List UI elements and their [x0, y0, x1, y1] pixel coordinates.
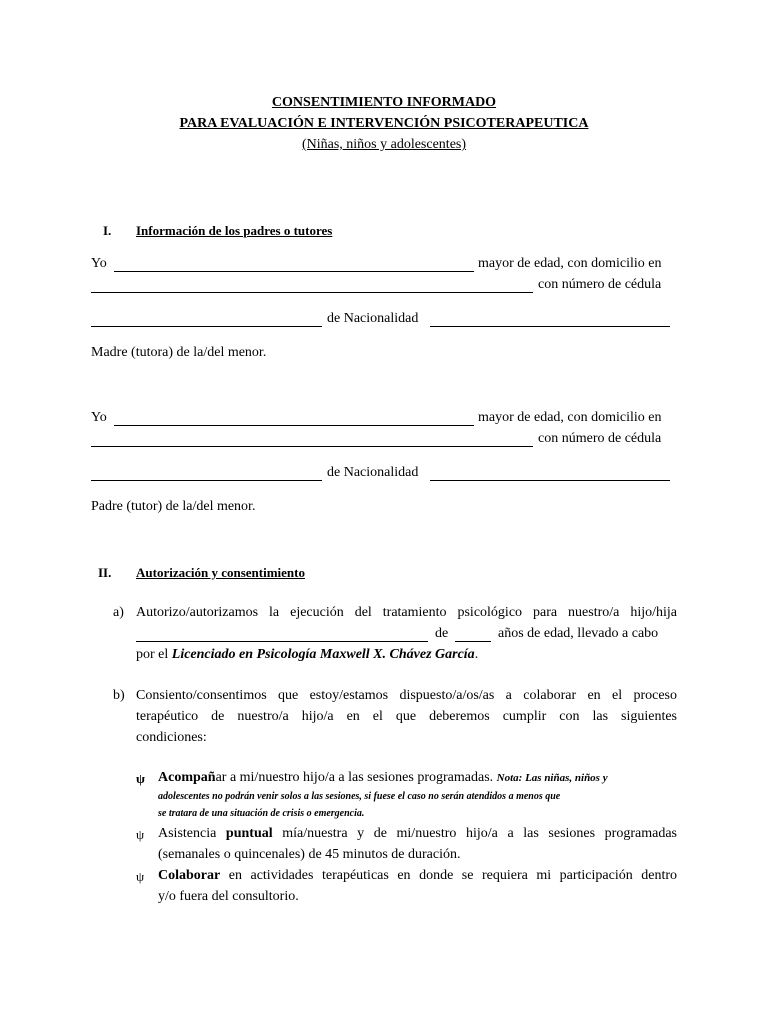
nationality-label: de Nacionalidad — [327, 311, 419, 326]
domicile-blank-line[interactable] — [91, 446, 533, 447]
condition-2-bold: puntual — [225, 826, 273, 841]
section-2-numeral: II. — [98, 565, 112, 580]
condition-1-note-line-2: adolescentes no podrán venir solos a las sesiones, si fuese el caso no serán atendidos a menos que — [158, 791, 561, 802]
condition-1-line-1 — [158, 770, 608, 786]
cedula-label: con número de cédula — [538, 431, 662, 446]
child-age-blank-line[interactable] — [455, 641, 491, 642]
title-line-3: (Niñas, niños y adolescentes) — [301, 137, 467, 152]
age-carried-out-label: años de edad, llevado a cabo — [498, 626, 659, 641]
child-name-blank-line[interactable] — [136, 641, 428, 642]
por-el-text: por el — [136, 647, 169, 662]
nationality-blank-line[interactable] — [430, 326, 670, 327]
psi-bullet-icon: ψ — [136, 827, 145, 842]
cedula-blank-line[interactable] — [91, 480, 322, 481]
mother-role-text: Madre (tutora) de la/del menor. — [91, 345, 267, 360]
condition-3-line-2: y/o fuera del consultorio. — [158, 889, 299, 904]
section-1-heading: Información de los padres o tutores — [136, 223, 333, 238]
condition-2-pre: Asistencia — [158, 826, 217, 841]
section-2-heading: Autorización y consentimiento — [136, 565, 305, 580]
condition-2-text: mía/nuestra y de mi/nuestro hijo/a a las sesiones programadas — [282, 826, 677, 841]
psi-bullet-icon: ψ — [136, 869, 145, 884]
nationality-label: de Nacionalidad — [327, 465, 419, 480]
item-b-line-3: condiciones: — [136, 730, 207, 745]
de-label: de — [435, 626, 449, 641]
title-line-1: CONSENTIMIENTO INFORMADO — [271, 95, 497, 110]
age-domicile-label: mayor de edad, con domicilio en — [478, 410, 662, 425]
condition-1-note-start: Nota: Las niñas, niños y — [496, 772, 608, 784]
title-line-2: PARA EVALUACIÓN E INTERVENCIÓN PSICOTERAPEUTICA — [179, 116, 589, 131]
condition-1-text: ar a mi/nuestro hijo/a a las sesiones programadas. — [215, 770, 494, 785]
condition-1-bold: Acompañ — [158, 770, 216, 785]
section-1-numeral: I. — [103, 223, 112, 238]
condition-1-note-line-3: se tratara de una situación de crisis o emergencia. — [158, 808, 365, 819]
condition-2-line-1 — [158, 826, 677, 842]
condition-2-line-2: (semanales o quincenales) de 45 minutos de duración. — [158, 847, 461, 862]
item-a-marker: a) — [113, 605, 124, 620]
psi-bullet-icon: ψ — [136, 771, 145, 786]
name-blank-line[interactable] — [114, 425, 474, 426]
psychologist-name: Licenciado en Psicología Maxwell X. Chávez García — [171, 647, 475, 662]
condition-3-line-1 — [158, 868, 677, 884]
age-domicile-label: mayor de edad, con domicilio en — [478, 256, 662, 271]
item-b-line-1: Consiento/consentimos que estoy/estamos dispuesto/a/os/as a colaborar en el proceso — [136, 688, 677, 703]
yo-label: Yo — [91, 410, 107, 425]
item-b-marker: b) — [113, 688, 125, 703]
cedula-label: con número de cédula — [538, 277, 662, 292]
period-text: . — [474, 647, 479, 662]
item-a-line-3 — [136, 647, 478, 663]
condition-3-text: en actividades terapéuticas en donde se requiera mi participación dentro — [228, 868, 678, 883]
condition-3-bold: Colaborar — [158, 868, 221, 883]
item-a-line-1: Autorizo/autorizamos la ejecución del tratamiento psicológico para nuestro/a hijo/hija — [136, 605, 677, 620]
domicile-blank-line[interactable] — [91, 292, 533, 293]
nationality-blank-line[interactable] — [430, 480, 670, 481]
cedula-blank-line[interactable] — [91, 326, 322, 327]
item-b-line-2: terapéutico de nuestro/a hijo/a en el que deberemos cumplir con las siguientes — [136, 709, 677, 724]
father-role-text: Padre (tutor) de la/del menor. — [91, 499, 256, 514]
name-blank-line[interactable] — [114, 271, 474, 272]
yo-label: Yo — [91, 256, 107, 271]
